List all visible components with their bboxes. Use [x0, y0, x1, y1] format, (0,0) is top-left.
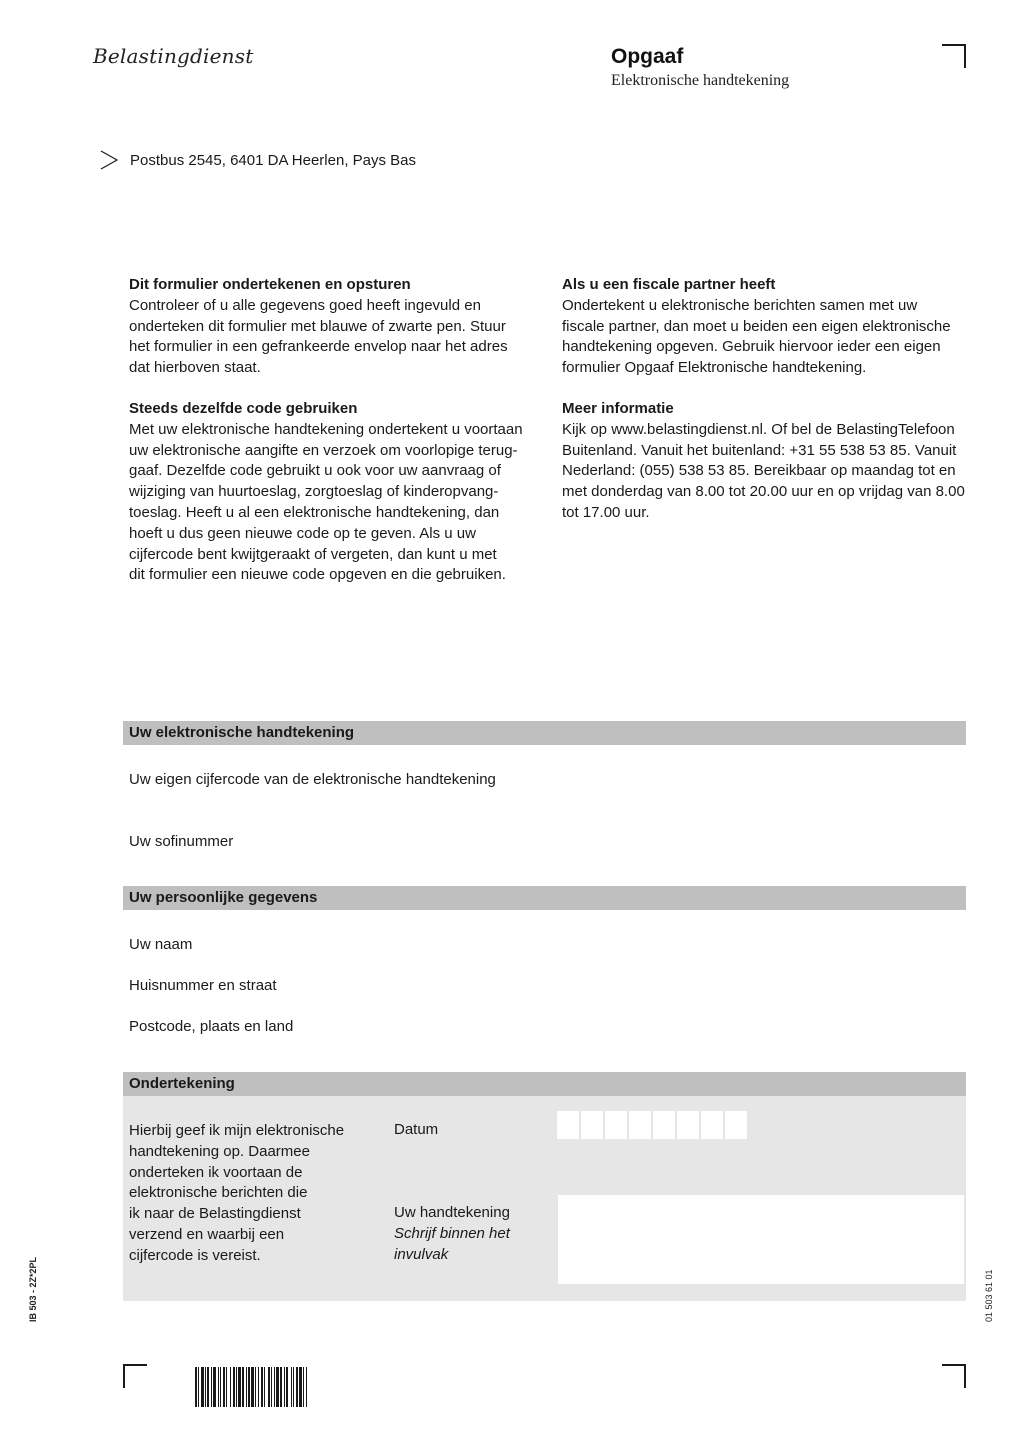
signature-hint: Schrijf binnen het — [394, 1224, 510, 1242]
info-line: cijfercode bent kwijtgeraakt of vergeten, dan kunt u met — [129, 545, 497, 563]
barcode-bar — [213, 1367, 216, 1407]
barcode-bar — [258, 1367, 259, 1407]
info-block-sign-send — [129, 275, 539, 379]
info-line: fiscale partner, dan moet u beiden een eigen elektronische — [562, 317, 951, 335]
code-field-label[interactable]: Uw eigen cijfercode van de elektronische handtekening — [129, 771, 496, 788]
barcode-bar — [233, 1367, 235, 1407]
barcode-bar — [226, 1367, 227, 1407]
crop-mark-bottom-right — [942, 1364, 966, 1388]
signature-hint: invulvak — [394, 1245, 449, 1263]
barcode-bar — [223, 1367, 225, 1407]
date-digit-box[interactable] — [701, 1111, 723, 1139]
street-field-label[interactable]: Huisnummer en straat — [129, 977, 277, 994]
date-digit-box[interactable] — [557, 1111, 579, 1139]
barcode-bar — [264, 1367, 265, 1407]
barcode-bar — [280, 1367, 282, 1407]
arrow-icon — [100, 150, 118, 170]
info-line: handtekening opgeven. Gebruik hiervoor ieder een eigen — [562, 338, 941, 356]
crop-mark-bottom-left — [123, 1364, 147, 1388]
barcode — [195, 1367, 412, 1407]
section-header-sign — [123, 1072, 966, 1096]
statement-line: elektronische berichten die — [129, 1184, 308, 1202]
info-column-right — [562, 275, 967, 544]
info-heading: Dit formulier ondertekenen en opsturen — [129, 276, 411, 293]
info-heading: Meer informatie — [562, 399, 674, 417]
form-code-right: 01 503 61 01 — [984, 1269, 994, 1322]
info-line: Ondertekent u elektronische berichten samen met uw — [562, 296, 918, 314]
barcode-bar — [242, 1367, 244, 1407]
info-line: Controleer of u alle gegevens goed heeft ingevuld en — [129, 296, 481, 314]
statement-line: handtekening op. Daarmee — [129, 1142, 310, 1160]
barcode-bar — [211, 1367, 212, 1407]
section-header-signature — [123, 721, 966, 745]
signature-label-block — [394, 1203, 510, 1265]
section-header-personal — [123, 886, 966, 910]
barcode-bar — [306, 1367, 307, 1407]
return-address — [100, 150, 416, 170]
sign-statement — [129, 1121, 369, 1267]
date-digit-box[interactable] — [653, 1111, 675, 1139]
date-digit-box[interactable] — [605, 1111, 627, 1139]
barcode-bar — [261, 1367, 263, 1407]
section-title: Uw elektronische handtekening — [129, 724, 355, 741]
barcode-bar — [195, 1367, 197, 1407]
info-line: Met uw elektronische handtekening ondertekent u voortaan — [129, 420, 523, 438]
barcode-bar — [201, 1367, 204, 1407]
info-line: gaaf. Dezelfde code gebruikt u ook voor uw aanvraag of — [129, 462, 501, 480]
form-subtitle: Elektronische handtekening — [611, 72, 790, 89]
crop-mark-top-right — [942, 44, 966, 68]
barcode-bar — [255, 1367, 256, 1407]
info-heading: Als u een fiscale partner heeft — [562, 276, 776, 293]
statement-line: onderteken ik voortaan de — [129, 1163, 303, 1181]
brand-name: Belastingdienst — [93, 44, 254, 68]
barcode-bar — [291, 1367, 292, 1407]
info-line: tot 17.00 uur. — [562, 503, 650, 521]
statement-line: Hierbij geef ik mijn elektronische — [129, 1122, 345, 1139]
barcode-bar — [284, 1367, 285, 1407]
info-line: met donderdag van 8.00 tot 20.00 uur en op vrijdag van 8.00 — [562, 483, 965, 501]
date-digit-box[interactable] — [677, 1111, 699, 1139]
barcode-bar — [296, 1367, 298, 1407]
barcode-bar — [220, 1367, 221, 1407]
date-digit-box[interactable] — [725, 1111, 747, 1139]
section-title: Ondertekening — [129, 1075, 235, 1092]
city-field-label[interactable]: Postcode, plaats en land — [129, 1018, 294, 1035]
signature-label: Uw handtekening — [394, 1204, 510, 1221]
info-line: uw elektronische aangifte en verzoek om voorlopige terug- — [129, 441, 518, 459]
date-input-boxes[interactable] — [557, 1111, 749, 1139]
section-title: Uw persoonlijke gegevens — [129, 889, 318, 906]
info-line: toeslag. Heeft u al een elektronische handtekening, dan — [129, 503, 500, 521]
date-digit-box[interactable] — [629, 1111, 651, 1139]
barcode-bar — [286, 1367, 288, 1407]
address-text: Postbus 2545, 6401 DA Heerlen, Pays Bas — [130, 151, 417, 169]
info-line: formulier Opgaaf Elektronische handtekening. — [562, 359, 867, 377]
form-code-left: IB 503 - 2Z*2PL — [28, 1256, 38, 1322]
barcode-bar — [238, 1367, 241, 1407]
info-line: Kijk op www.belastingdienst.nl. Of bel de BelastingTelefoon — [562, 420, 955, 438]
info-line: Nederland: (055) 538 53 85. Bereikbaar op maandag tot en — [562, 462, 956, 480]
barcode-bar — [293, 1367, 294, 1407]
name-field-label[interactable]: Uw naam — [129, 936, 193, 953]
barcode-bar — [271, 1367, 272, 1407]
date-label: Datum — [394, 1121, 439, 1138]
info-column-left — [129, 275, 539, 606]
barcode-bar — [198, 1367, 199, 1407]
info-heading: Steeds dezelfde code gebruiken — [129, 399, 358, 417]
info-line: wijziging van huurtoeslag, zorgtoeslag of kinderopvang- — [129, 483, 499, 501]
barcode-bar — [299, 1367, 302, 1407]
info-line: dit formulier een nieuwe code opgeven en die gebruiken. — [129, 566, 506, 584]
info-line: dat hierboven staat. — [129, 359, 261, 377]
barcode-bar — [230, 1367, 231, 1407]
form-title: Opgaaf — [611, 45, 684, 68]
barcode-bar — [251, 1367, 254, 1407]
barcode-bar — [205, 1367, 206, 1407]
statement-line: verzend en waarbij een — [129, 1225, 285, 1243]
barcode-bar — [246, 1367, 247, 1407]
info-block-same-code — [129, 399, 539, 586]
info-line: Buitenland. Vanuit het buitenland: +31 55 538 53 85. Vanuit — [562, 441, 957, 459]
barcode-bar — [276, 1367, 279, 1407]
info-block-partner — [562, 275, 967, 379]
barcode-bar — [303, 1367, 304, 1407]
barcode-bar — [274, 1367, 275, 1407]
barcode-bar — [207, 1367, 209, 1407]
barcode-bar — [248, 1367, 250, 1407]
barcode-bar — [236, 1367, 237, 1407]
statement-line: cijfercode is vereist. — [129, 1246, 261, 1264]
info-line: het formulier in een gefrankeerde envelop naar het adres — [129, 338, 508, 356]
date-digit-box[interactable] — [581, 1111, 603, 1139]
info-line: onderteken dit formulier met blauwe of zwarte pen. Stuur — [129, 317, 506, 335]
barcode-bar — [268, 1367, 270, 1407]
sofi-field-label[interactable]: Uw sofinummer — [129, 833, 234, 850]
statement-line: ik naar de Belastingdienst — [129, 1205, 301, 1223]
info-line: hoeft u dus geen nieuwe code op te geven. Als u uw — [129, 524, 476, 542]
info-block-more-info — [562, 399, 967, 524]
signature-field[interactable] — [558, 1195, 964, 1284]
barcode-bar — [218, 1367, 219, 1407]
